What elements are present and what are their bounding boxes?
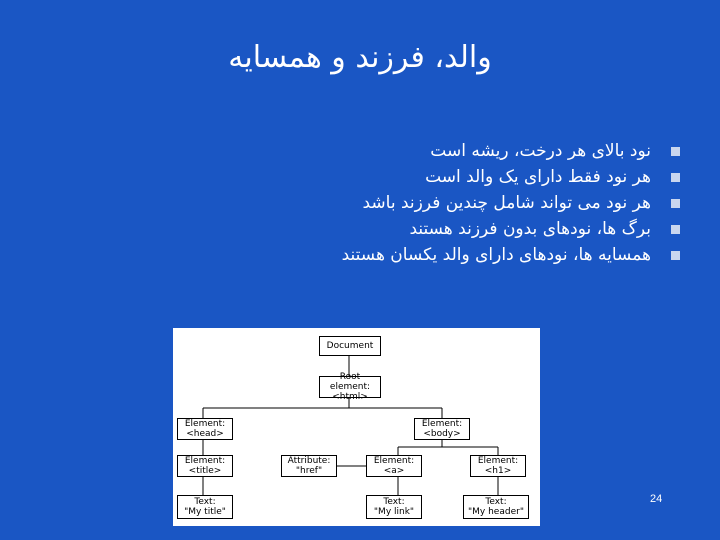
- node-value: "My link": [373, 507, 415, 517]
- bullet-item: [80, 242, 680, 268]
- node-value: <html>: [332, 392, 368, 402]
- bullet-square-icon: [671, 147, 680, 156]
- dom-tree-diagram: [173, 328, 540, 526]
- node-head-element: [177, 418, 233, 440]
- node-value: "href": [295, 466, 323, 476]
- node-text-title: [177, 495, 233, 519]
- bullet-text: نود بالای هر درخت، ریشه است: [430, 141, 651, 161]
- node-label: Text:: [383, 497, 405, 507]
- node-root-element: [319, 372, 381, 402]
- bullet-square-icon: [671, 225, 680, 234]
- node-value: "My title": [184, 507, 226, 517]
- node-a-element: [366, 455, 422, 477]
- node-label: Attribute:: [287, 456, 331, 466]
- node-value: <a>: [383, 466, 405, 476]
- bullet-text: برگ ها، نودهای بدون فرزند هستند: [409, 219, 651, 239]
- node-label: Element:: [421, 419, 463, 429]
- node-h1-element: [470, 455, 526, 477]
- node-label: Text:: [194, 497, 216, 507]
- node-value: <h1>: [484, 466, 512, 476]
- node-text-link: [366, 495, 422, 519]
- node-label: Element:: [184, 419, 226, 429]
- node-text-header: [463, 495, 529, 519]
- bullet-text: هر نود می تواند شامل چندین فرزند باشد: [362, 193, 651, 213]
- node-value: "My header": [468, 507, 524, 517]
- bullet-text: هر نود فقط دارای یک والد است: [425, 167, 651, 187]
- node-label: Root element:: [329, 372, 371, 392]
- bullet-item: [80, 216, 680, 242]
- node-label: Text:: [485, 497, 507, 507]
- node-value: <body>: [423, 429, 461, 439]
- node-body-element: [414, 418, 470, 440]
- node-attribute: [281, 455, 337, 477]
- node-document-label: Document: [326, 341, 374, 351]
- node-value: <title>: [188, 466, 222, 476]
- bullet-square-icon: [671, 251, 680, 260]
- node-label: Element:: [373, 456, 415, 466]
- node-label: Element:: [477, 456, 519, 466]
- bullet-item: [80, 190, 680, 216]
- node-title-element: [177, 455, 233, 477]
- node-document: [319, 336, 381, 356]
- page-number: 24: [650, 493, 663, 505]
- bullet-item: [80, 138, 680, 164]
- bullet-square-icon: [671, 173, 680, 182]
- slide-title: والد، فرزند و همسایه: [228, 40, 492, 75]
- bullet-item: [80, 164, 680, 190]
- bullet-list: [80, 138, 680, 268]
- bullet-text: همسایه ها، نودهای دارای والد یکسان هستند: [341, 245, 651, 265]
- node-label: Element:: [184, 456, 226, 466]
- bullet-square-icon: [671, 199, 680, 208]
- node-value: <head>: [186, 429, 224, 439]
